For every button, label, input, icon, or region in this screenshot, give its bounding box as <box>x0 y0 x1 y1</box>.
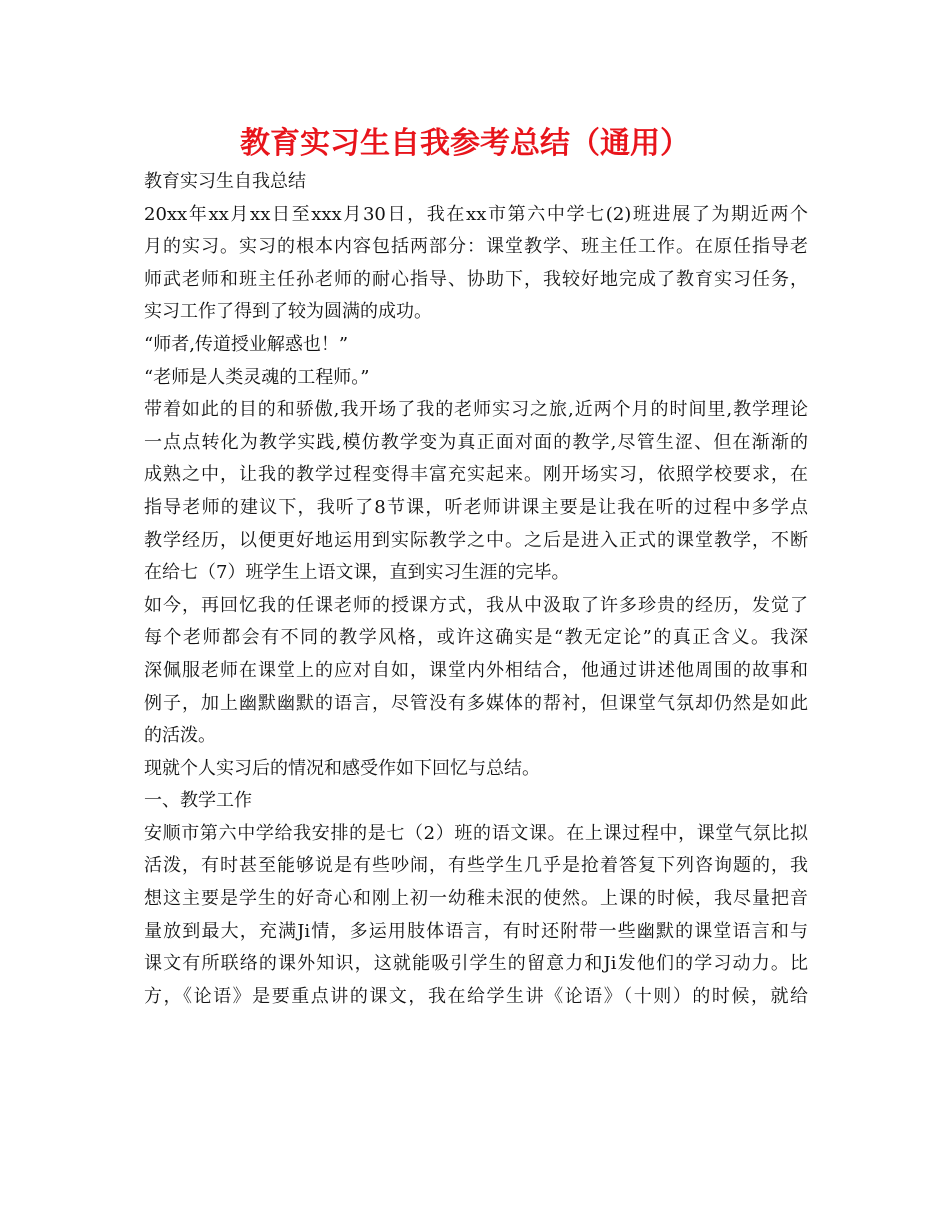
text-line: 活泼，有时甚至能够说是有些吵闹，有些学生几乎是抢着答复下列咨询题的，我 <box>144 855 808 877</box>
text-line: 方，《论语》是要重点讲的课文，我在给学生讲《论语》（十则）的时候，就给 <box>144 985 808 1007</box>
text-line: 例子，加上幽默幽默的语言，尽管没有多媒体的帮衬，但课堂气氛却仍然是如此 <box>144 692 808 714</box>
text-line: 深佩服老师在课堂上的应对自如，课堂内外相结合，他通过讲述他周围的故事和 <box>144 659 808 681</box>
text-line: 想这主要是学生的好奇心和刚上初一幼稚未泯的使然。上课的时候，我尽量把音 <box>144 888 808 910</box>
text-line: 一点点转化为教学实践,模仿教学变为真正面对面的教学,尽管生涩、但在渐渐的 <box>144 431 808 453</box>
text-line: 现就个人实习后的情况和感受作如下回忆与总结。 <box>144 757 540 779</box>
document-body <box>144 166 808 1013</box>
text-line: 20xx年xx月xx日至xxx月30日，我在xx市第六中学七(2)班进展了为期近两个 <box>144 203 808 225</box>
text-line: “师者,传道授业解惑也！” <box>144 333 349 355</box>
text-line: 成熟之中，让我的教学过程变得丰富充实起来。刚开场实习，依照学校要求，在 <box>144 464 808 486</box>
text-line: 师武老师和班主任孙老师的耐心指导、协助下，我较好地完成了教育实习任务， <box>144 268 808 290</box>
text-line: 在给七（7）班学生上语文课，直到实习生涯的完毕。 <box>144 562 570 584</box>
text-line: 教育实习生自我总结 <box>144 171 306 192</box>
text-line: 如今，再回忆我的任课老师的授课方式，我从中汲取了许多珍贵的经历，发觉了 <box>144 594 808 616</box>
text-line: 实习工作了得到了较为圆满的成功。 <box>144 301 432 323</box>
text-line: “老师是人类灵魂的工程师。” <box>144 366 370 388</box>
text-line: 带着如此的目的和骄傲,我开场了我的老师实习之旅,近两个月的时间里,教学理论 <box>144 399 808 421</box>
text-line: 量放到最大，充满Ji情，多运用肢体语言，有时还附带一些幽默的课堂语言和与 <box>144 920 808 942</box>
text-line: 月的实习。实习的根本内容包括两部分：课堂教学、班主任工作。在原任指导老 <box>144 236 808 258</box>
text-line: 教学经历，以便更好地运用到实际教学之中。之后是进入正式的课堂教学，不断 <box>144 529 808 551</box>
text-line: 课文有所联络的课外知识，这就能吸引学生的留意力和Ji发他们的学习动力。比 <box>144 953 808 975</box>
text-line: 安顺市第六中学给我安排的是七（2）班的语文课。在上课过程中，课堂气氛比拟 <box>144 822 808 844</box>
text-line: 一、教学工作 <box>144 790 252 812</box>
text-line: 指导老师的建议下，我听了8节课，听老师讲课主要是让我在听的过程中多学点 <box>144 496 808 518</box>
document-title: 教育实习生自我参考总结（通用） <box>240 126 690 161</box>
text-line: 的活泼。 <box>144 725 216 747</box>
text-line: 每个老师都会有不同的教学风格，或许这确实是“教无定论”的真正含义。我深 <box>144 627 808 649</box>
